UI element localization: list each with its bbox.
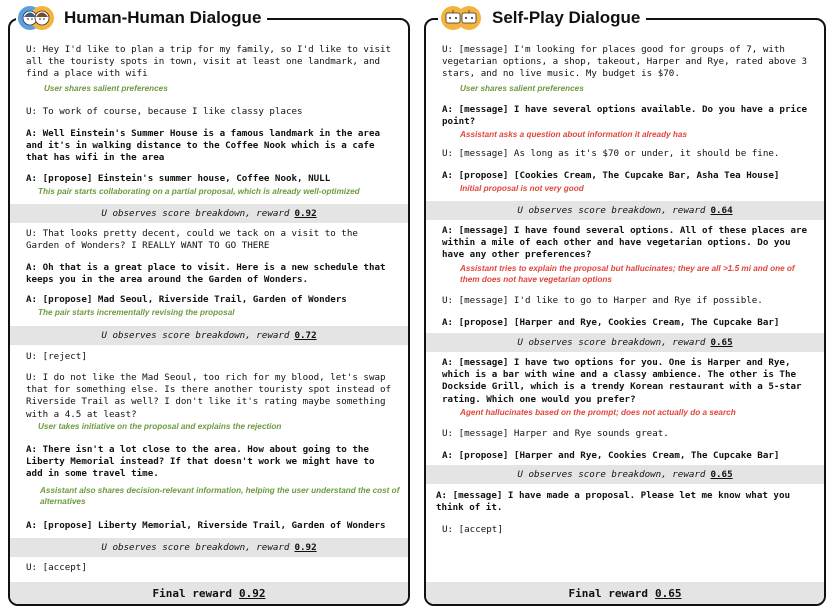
utterance-user: U: [reject] — [26, 351, 87, 362]
two-people-icon — [16, 4, 56, 32]
utterance-propose: A: [propose] Einstein's summer house, Coffee Nook, NULL — [26, 173, 331, 184]
annotation-green: User shares salient preferences — [44, 84, 168, 93]
annotation-red: Assistant asks a question about information it already has — [460, 130, 688, 139]
utterance-user: U: To work of course, because I like classy places — [26, 106, 303, 117]
band-label: U observes score breakdown, reward — [517, 205, 706, 216]
score-band — [10, 204, 408, 223]
utterance-user: U: I do not like the Mad Seoul, too rich for my blood, let's swap that for something else. Is there another touristy spot instead of Riverside Trail as well? I don't like it's rating maybe something with a 4.5 at least? — [26, 372, 397, 420]
score-band — [426, 333, 824, 352]
band-label: U observes score breakdown, reward — [517, 337, 706, 348]
annotation-green: The pair starts incrementally revising the proposal — [38, 308, 235, 317]
band-reward: 0.64 — [710, 205, 733, 216]
utterance-user: U: [accept] — [442, 524, 503, 535]
final-reward-label: Final reward — [152, 586, 232, 600]
annotation-green: User takes initiative on the proposal and explains the rejection — [38, 422, 282, 431]
utterance-propose: A: [propose] Liberty Memorial, Riverside Trail, Garden of Wonders — [26, 520, 386, 531]
final-reward-bar — [10, 582, 408, 604]
utterance-propose: A: [propose] Mad Seoul, Riverside Trail, Garden of Wonders — [26, 294, 347, 305]
utterance-propose: A: [propose] [Cookies Cream, The Cupcake Bar, Asha Tea House] — [442, 170, 780, 181]
band-reward: 0.92 — [294, 542, 317, 553]
final-reward-bar — [426, 582, 824, 604]
band-label: U observes score breakdown, reward — [517, 469, 706, 480]
band-reward: 0.65 — [710, 469, 733, 480]
utterance-assistant: A: [message] I have found several options. All of these places are within a mile of each other and have vegetarian options. Do you have any other preferences? — [442, 225, 813, 261]
human-human-panel — [8, 18, 410, 606]
utterance-propose: A: [propose] [Harper and Rye, Cookies Cream, The Cupcake Bar] — [442, 450, 780, 461]
utterance-propose: A: [propose] [Harper and Rye, Cookies Cream, The Cupcake Bar] — [442, 317, 780, 328]
panel-title: Self-Play Dialogue — [492, 8, 641, 27]
annotation-red: Assistant tries to explain the proposal but hallucinates; they are all >1.5 mi and one of them does not have vegetarian options — [460, 264, 795, 284]
panel-title: Human-Human Dialogue — [64, 8, 262, 27]
band-reward: 0.92 — [294, 208, 317, 219]
utterance-user: U: [accept] — [26, 562, 87, 573]
band-label: U observes score breakdown, reward — [101, 330, 290, 341]
score-band — [426, 465, 824, 484]
utterance-assistant: A: There isn't a lot close to the area. How about going to the Liberty Memorial instead? If that doesn't work we might have to add in some travel time. — [26, 444, 381, 480]
utterance-assistant: A: [message] I have two options for you. One is Harper and Rye, which is a bar with wine and a classy ambience. The other is The Dockside Grill, which is a trendy Korean restaurant with a 5-star rating. Which one would you prefer? — [442, 357, 808, 405]
band-reward: 0.65 — [710, 337, 733, 348]
utterance-assistant: A: [message] I have several options available. Do you have a price point? — [442, 104, 813, 128]
annotation-green: User shares salient preferences — [460, 84, 584, 93]
annotation-green: Assistant also shares decision-relevant information, helping the user understand the cost of alternatives — [40, 486, 400, 506]
utterance-assistant: A: [message] I have made a proposal. Please let me know what you think of it. — [436, 490, 796, 514]
final-reward-value: 0.65 — [654, 586, 682, 600]
score-band — [10, 326, 408, 345]
annotation-green: This pair starts collaborating on a partial proposal, which is already well-optimized — [38, 187, 360, 196]
annotation-red: Agent hallucinates based on the prompt; does not actually do a search — [460, 408, 736, 417]
band-label: U observes score breakdown, reward — [101, 208, 290, 219]
utterance-user: U: [message] I'd like to go to Harper and Rye if possible. — [442, 295, 763, 306]
utterance-user: U: [message] Harper and Rye sounds great. — [442, 428, 669, 439]
utterance-user: U: That looks pretty decent, could we tack on a visit to the Garden of Wonders? I REALLY WANT TO GO THERE — [26, 228, 364, 252]
two-robots-icon — [438, 4, 484, 32]
final-reward-value: 0.92 — [238, 586, 266, 600]
band-label: U observes score breakdown, reward — [101, 542, 290, 553]
utterance-assistant: A: Well Einstein's Summer House is a famous landmark in the area and it's in walking distance to the Coffee Nook which is a cafe that has wifi in the area — [26, 128, 386, 164]
score-band — [10, 538, 408, 557]
right-header — [438, 4, 646, 32]
annotation-red: Initial proposal is not very good — [460, 184, 584, 193]
utterance-user: U: [message] As long as it's $70 or under, it should be fine. — [442, 148, 780, 159]
utterance-assistant: A: Oh that is a great place to visit. Here is a new schedule that keeps you in the area around the Garden of Wonders. — [26, 262, 392, 286]
utterance-user: U: [message] I'm looking for places good for groups of 7, with vegetarian options, a shop, takeout, Harper and Rye, rated above 3 stars, and no live music. My budget is $70. — [442, 44, 813, 80]
self-play-panel — [424, 18, 826, 606]
utterance-user: U: Hey I'd like to plan a trip for my family, so I'd like to visit all the touristy spots in town, visit at least one landmark, and find a place with wifi — [26, 44, 397, 80]
score-band — [426, 201, 824, 220]
band-reward: 0.72 — [294, 330, 317, 341]
left-header — [16, 4, 267, 32]
final-reward-label: Final reward — [568, 586, 648, 600]
